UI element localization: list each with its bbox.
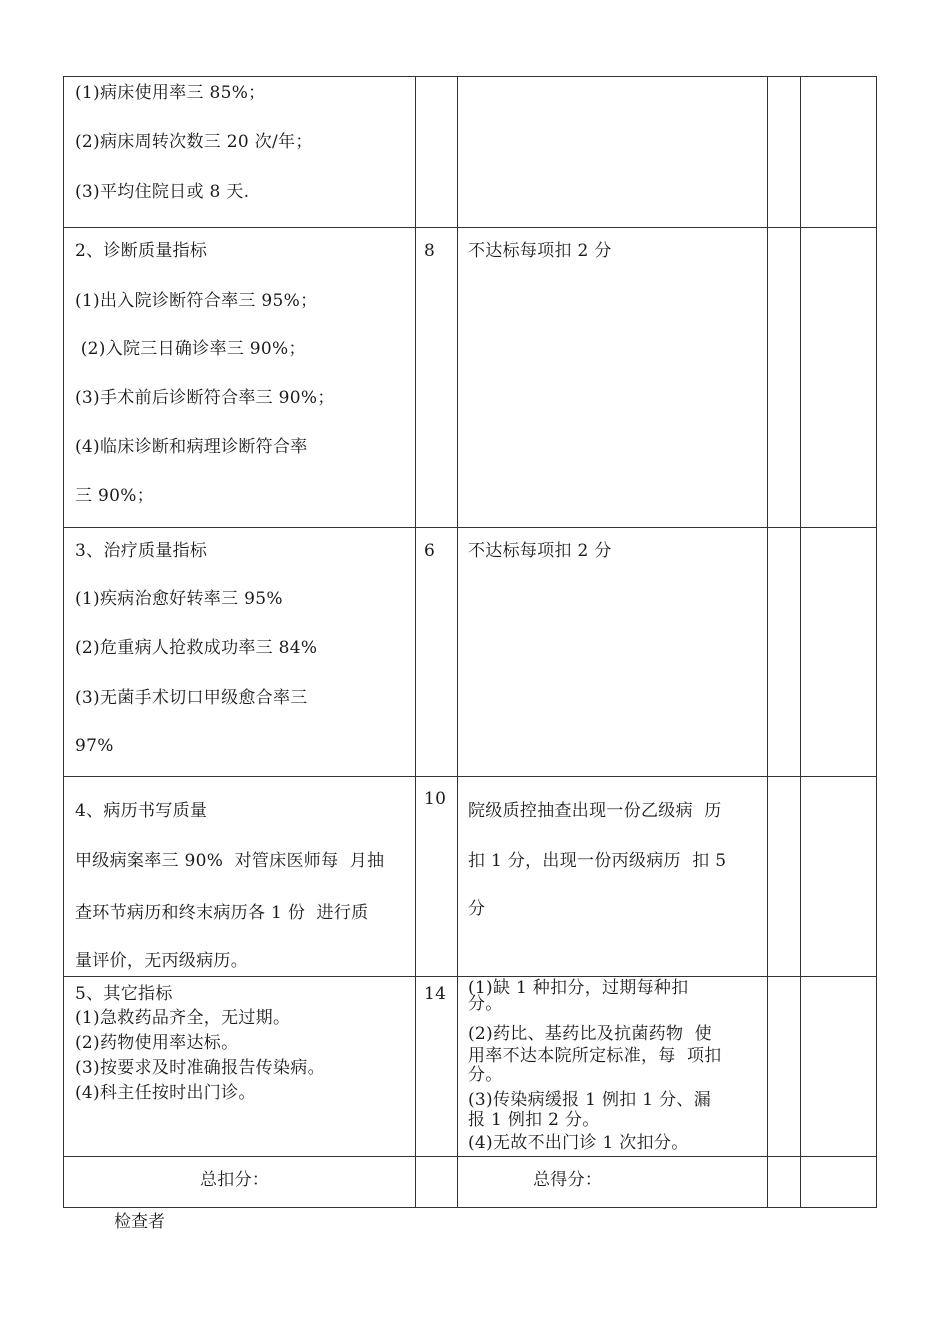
criterion-heading: 5、其它指标 bbox=[75, 984, 173, 1004]
criterion-line: (1)出入院诊断符合率三 95%； bbox=[75, 291, 318, 311]
criterion-line: (3)手术前后诊断符合率三 90%； bbox=[75, 388, 335, 408]
criterion-heading: 2、诊断质量指标 bbox=[75, 241, 208, 261]
criterion-line: (2)入院三日确诊率三 90%； bbox=[75, 339, 306, 359]
criterion-line: 量评价，无丙级病历。 bbox=[75, 951, 248, 971]
column-divider bbox=[457, 77, 458, 1207]
deduction-rule: (2)药比、基药比及抗菌药物 使 bbox=[468, 1024, 712, 1044]
inspector-label: 检查者 bbox=[114, 1212, 165, 1232]
row-divider bbox=[64, 1156, 876, 1157]
deduction-rule: 扣 1 分，出现一份丙级病历 扣 5 bbox=[468, 851, 727, 871]
deduction-rule: 分。 bbox=[468, 994, 503, 1014]
scoring-table bbox=[63, 76, 877, 1208]
criterion-line: (3)无菌手术切口甲级愈合率三 bbox=[75, 688, 308, 708]
criterion-line: (1)病床使用率三 85%； bbox=[75, 83, 266, 103]
criterion-line: (2)病床周转次数三 20 次/年； bbox=[75, 132, 313, 152]
criterion-line: (4)临床诊断和病理诊断符合率 bbox=[75, 437, 308, 457]
deduction-rule: 院级质控抽查出现一份乙级病 历 bbox=[468, 801, 722, 821]
deduction-rule: 用率不达本院所定标准，每 项扣 bbox=[468, 1046, 722, 1066]
row-divider bbox=[64, 776, 876, 777]
criterion-line: (3)按要求及时准确报告传染病。 bbox=[75, 1058, 325, 1078]
criterion-line: 三 90%； bbox=[75, 486, 154, 506]
deduction-rule: 不达标每项扣 2 分 bbox=[468, 241, 612, 261]
criterion-line: (3)平均住院日或 8 天. bbox=[75, 182, 250, 202]
criterion-line: (4)科主任按时出门诊。 bbox=[75, 1083, 256, 1103]
criterion-heading: 3、治疗质量指标 bbox=[75, 541, 208, 561]
deduction-rule: 不达标每项扣 2 分 bbox=[468, 541, 612, 561]
criterion-line: (2)危重病人抢救成功率三 84% bbox=[75, 638, 318, 658]
criterion-heading: 4、病历书写质量 bbox=[75, 801, 208, 821]
total-deduction-label: 总扣分： bbox=[200, 1170, 270, 1190]
criterion-line: (1)急救药品齐全，无过期。 bbox=[75, 1008, 291, 1028]
score-value: 10 bbox=[424, 789, 447, 809]
score-value: 8 bbox=[424, 241, 436, 261]
criterion-line: (2)药物使用率达标。 bbox=[75, 1033, 239, 1053]
criterion-line: 97% bbox=[75, 736, 114, 756]
column-divider bbox=[415, 77, 416, 1207]
row-divider bbox=[64, 527, 876, 528]
deduction-rule: 分 bbox=[468, 899, 486, 919]
deduction-rule: (1)缺 1 种扣分，过期每种扣 bbox=[468, 978, 689, 998]
column-divider bbox=[767, 77, 768, 1207]
criterion-line: 查环节病历和终末病历各 1 份 进行质 bbox=[75, 903, 369, 923]
row-divider bbox=[64, 976, 876, 977]
deduction-rule: (4)无故不出门诊 1 次扣分。 bbox=[468, 1133, 689, 1153]
score-value: 14 bbox=[424, 984, 447, 1004]
score-value: 6 bbox=[424, 541, 436, 561]
criterion-line: 甲级病案率三 90% 对管床医师每 月抽 bbox=[75, 851, 385, 871]
column-divider bbox=[800, 77, 801, 1207]
deduction-rule: 分。 bbox=[468, 1065, 503, 1085]
deduction-rule: 报 1 例扣 2 分。 bbox=[468, 1110, 600, 1130]
total-score-label: 总得分： bbox=[533, 1170, 603, 1190]
row-divider bbox=[64, 227, 876, 228]
deduction-rule: (3)传染病缓报 1 例扣 1 分、漏 bbox=[468, 1090, 712, 1110]
criterion-line: (1)疾病治愈好转率三 95% bbox=[75, 589, 283, 609]
